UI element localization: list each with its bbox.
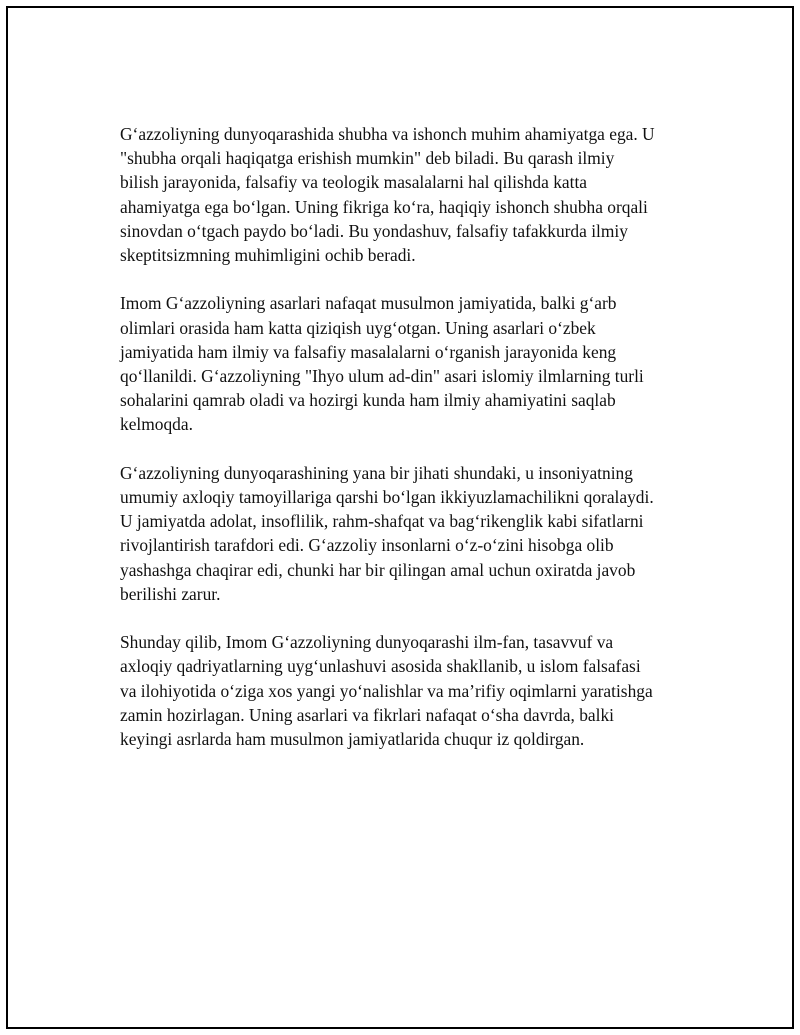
text-line: olimlari orasida ham katta qiziqish uyg‘otgan. Uning asarlari o‘zbek	[120, 317, 596, 338]
text-line: G‘azzoliyning dunyoqarashida shubha va ishonch muhim ahamiyatga ega. U	[120, 124, 655, 144]
document-body	[120, 122, 700, 775]
text-line: Shunday qilib, Imom G‘azzoliyning dunyoqarashi ilm-fan, tasavvuf va	[120, 632, 614, 653]
text-line: sohalarini qamrab oladi va hozirgi kunda ham ilmiy ahamiyatini saqlab	[120, 390, 616, 411]
paragraph-4	[120, 630, 700, 751]
text-line: rivojlantirish tarafdori edi. G‘azzoliy insonlarni o‘z-o‘zini hisobga olib	[120, 535, 614, 556]
text-line: zamin hozirlagan. Uning asarlari va fikrlari nafaqat o‘sha davrda, balki	[120, 704, 614, 725]
text-line: jamiyatida ham ilmiy va falsafiy masalalarni o‘rganish jarayonida keng	[120, 341, 617, 362]
text-line: skeptitsizmning muhimligini ochib beradi.	[120, 245, 416, 266]
text-line: "shubha orqali haqiqatga erishish mumkin" deb biladi. Bu qarash ilmiy	[120, 148, 615, 169]
text-line: ahamiyatga ega bo‘lgan. Uning fikriga ko‘ra, haqiqiy ishonch shubha orqali	[120, 196, 648, 217]
paragraph-3	[120, 461, 700, 606]
text-line: G‘azzoliyning dunyoqarashining yana bir jihati shundaki, u insoniyatning	[120, 462, 633, 483]
paragraph-2	[120, 291, 700, 436]
text-line: qo‘llanildi. G‘azzoliyning "Ihyo ulum ad-din" asari islomiy ilmlarning turli	[120, 366, 644, 387]
paragraph-1	[120, 122, 700, 267]
text-line: va ilohiyotida o‘ziga xos yangi yo‘nalishlar va ma’rifiy oqimlarni yaratishga	[120, 680, 653, 701]
text-line: Imom G‘azzoliyning asarlari nafaqat musulmon jamiyatida, balki g‘arb	[120, 293, 617, 314]
text-line: berilishi zarur.	[120, 583, 221, 604]
document-page	[6, 6, 794, 1029]
text-line: axloqiy qadriyatlarning uyg‘unlashuvi asosida shakllanib, u islom falsafasi	[120, 656, 641, 677]
text-line: bilish jarayonida, falsafiy va teologik masalalarni hal qilishda katta	[120, 172, 587, 193]
text-line: sinovdan o‘tgach paydo bo‘ladi. Bu yondashuv, falsafiy tafakkurda ilmiy	[120, 220, 628, 241]
text-line: kelmoqda.	[120, 414, 193, 435]
text-line: U jamiyatda adolat, insoflilik, rahm-shafqat va bag‘rikenglik kabi sifatlarni	[120, 511, 644, 532]
text-line: umumiy axloqiy tamoyillariga qarshi bo‘lgan ikkiyuzlamachilikni qoralaydi.	[120, 487, 654, 508]
text-line: yashashga chaqirar edi, chunki har bir qilingan amal uchun oxiratda javob	[120, 559, 636, 580]
text-line: keyingi asrlarda ham musulmon jamiyatlarida chuqur iz qoldirgan.	[120, 729, 585, 750]
